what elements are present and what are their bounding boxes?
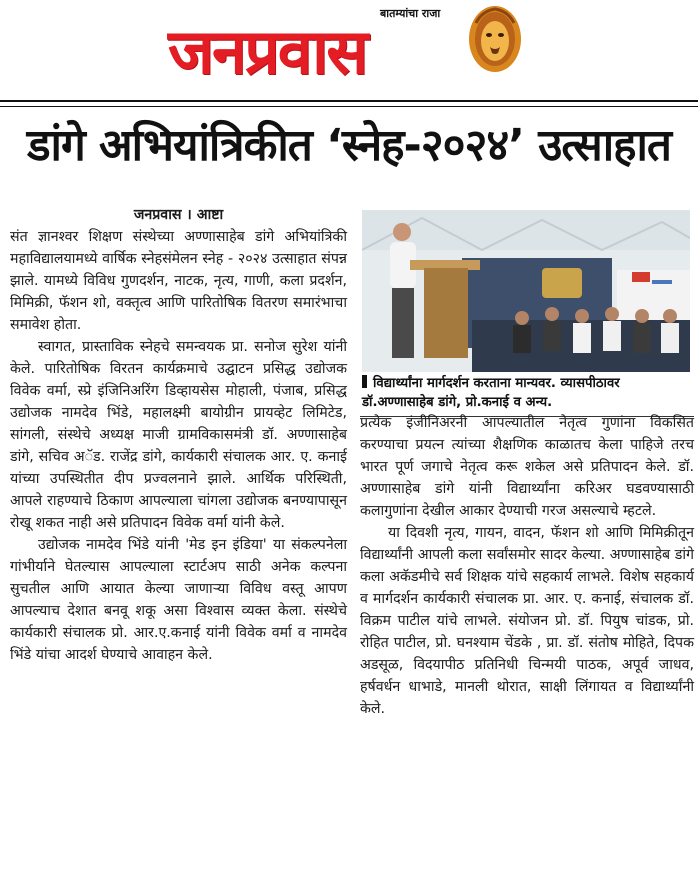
event-photo: [362, 210, 690, 372]
article-right-column: [360, 412, 694, 720]
masthead-rule-thin: [0, 106, 698, 107]
paragraph: उद्योजक नामदेव भिंडे यांनी 'मेड इन इंडिया' या संकल्पनेला गांभीर्याने घेतल्यास आपल्याला स्टार्टअप साठी अनेक कल्पना सुचतील आणि आयात केल्या जाणाऱ्या विविध वस्तू आपण आपल्याच देशात बनवू शकू असा विश्वास व्यक्त केला. संस्थेचे कार्यकारी संचालक प्रो. आर.ए.कनाई यांनी विवेक वर्मा व नामदेव भिंडे यांचा आदर्श घेण्याचे आवाहन केले.: [10, 537, 347, 663]
photo-caption-text: विद्यार्थ्यांना मार्गदर्शन करताना मान्यवर. व्यासपीठावर डॉ.अण्णासाहेब डांगे, प्रो.कनाई व अन्य.: [362, 376, 620, 410]
masthead-tagline: बातम्यांचा राजा: [380, 7, 441, 20]
paragraph: स्वागत, प्रास्ताविक स्नेहचे समन्वयक प्रा. सनोज सुरेश यांनी केले. पारितोषिक विरतन कार्यक्रमाचे उद्घाटन प्रसिद्ध उद्योजक विवेक वर्मा, स्प्रे इंजिनिअरिंग डिव्हायसेस मोहाली, पंजाब, प्रसिद्ध उद्योजक नामदेव भिंडे, महालक्ष्मी बायोग्रीन प्रायव्हेट लिमिटेड, सांगली, संस्थेचे अध्यक्ष माजी ग्रामविकासमंत्री डॉ. अण्णासाहेब डांगे, सचिव अॅड. राजेंद्र डांगे, कार्यकारी संचालक आर. ए. कनाई यांच्या उपस्थितीत दीप प्रज्वलनाने झाले. आर्थिक परिस्थिती, आपले राहण्याचे ठिकाण आपल्याला चांगला उद्योजक बनण्यापासून रोखू शकत नाही असे प्रतिपादन विवेक वर्मा यांनी केले.: [10, 339, 347, 531]
dateline: जनप्रवास । आष्टा: [133, 207, 224, 223]
masthead: [0, 0, 698, 98]
photo-caption: [362, 374, 692, 412]
caption-bullet: [362, 375, 367, 388]
masthead-title: जनप्रवास: [168, 15, 367, 88]
paragraph: संत ज्ञानश्वर शिक्षण संस्थेच्या अण्णासाहेब डांगे अभियांत्रिकी महाविद्यालयामध्ये वार्षिक स्नेहसंमेलन स्नेह - २०२४ उत्साहात संपन्न झाले. यामध्ये विविध गुणदर्शन, नाटक, नृत्य, गाणी, कला प्रदर्शन, मिमिक्री, फॅशन शो, वक्तृत्व आणि पारितोषिक वितरण समारंभाचा समावेश होता.: [10, 229, 347, 333]
paragraph: या दिवशी नृत्य, गायन, वादन, फॅशन शो आणि मिमिक्रीतून विद्यार्थ्यांनी आपली कला सर्वांसमोर सादर केल्या. अण्णासाहेब डांगे कला अकॅडमीचे सर्व शिक्षक यांचे सहकार्य लाभले. विशेष सहकार्य व मार्गदर्शन कार्यकारी संचालक प्रा. आर. ए. कनाई, संचालक डॉ. विक्रम पाटील यांचे लाभले. संयोजन प्रो. डॉ. पियुष चांडक, प्रो. रोहित पाटील, प्रो. घनश्याम चेंडके , प्रा. डॉ. संतोष मोहिते, दिपक अडसूळ, विदयापीठ प्रतिनिधी चिन्मयी पाठक, अपूर्व जाधव, हर्षवर्धन धाभाडे, मानली थोरात, साक्षी लिंगायत व विद्यार्थ्यांनी केले.: [360, 525, 694, 717]
article-headline: डांगे अभियांत्रिकीत ‘स्नेह-२०२४’ उत्साहात: [27, 120, 671, 171]
paragraph: प्रत्येक इंजीनिअरनी आपल्यातील नेतृत्व गुणांना विकसित करण्याचा प्रयत्न त्यांच्या शैक्षणिक काळातच केला पाहिजे तरच भारत पूर्ण जगाचे नेतृत्व करू शकेल असे प्रतिपादन केले. डॉ. अण्णासाहेब डांगे यांनी विद्यार्थ्यांना करिअर घडवण्यासाठी कलागुणांना देखील आकार देण्याची गरज असल्याचे म्हटले.: [360, 415, 694, 519]
masthead-rule: [0, 100, 698, 102]
lion-head-icon: [468, 3, 522, 73]
article-left-column: [10, 204, 347, 666]
